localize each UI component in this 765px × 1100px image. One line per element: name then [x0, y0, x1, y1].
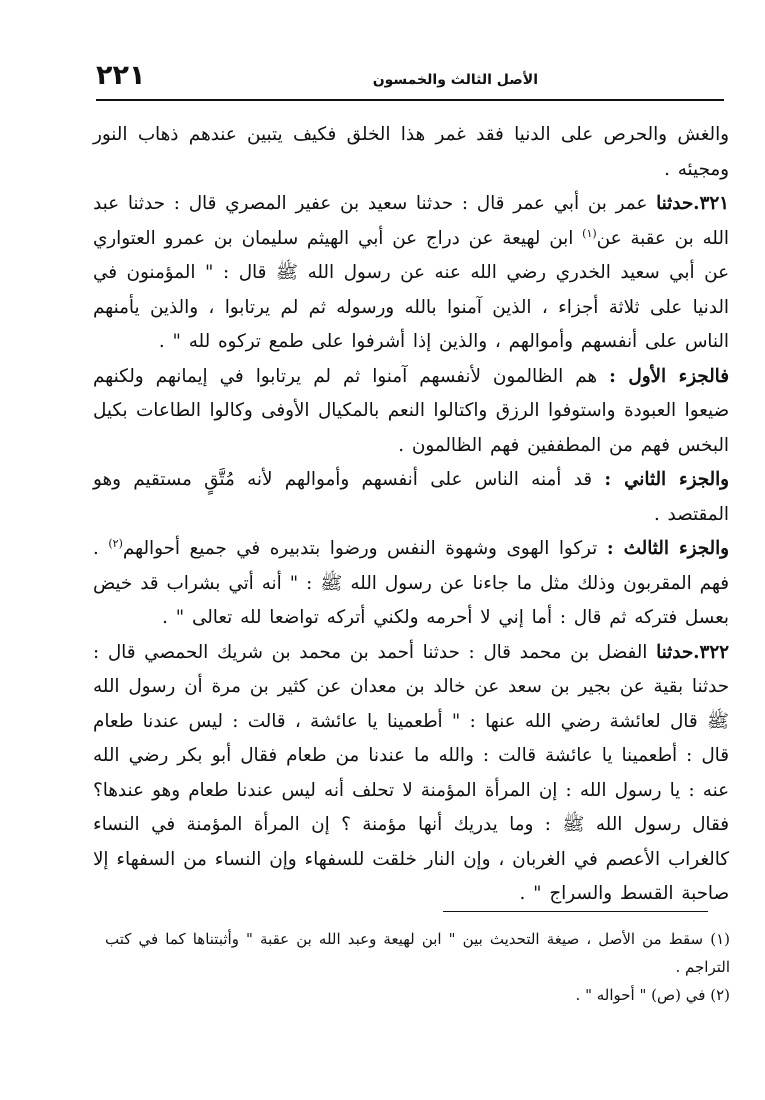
running-head [96, 58, 724, 98]
hadith-321 [93, 187, 729, 360]
footnote-2-mark: (٢) [710, 986, 730, 1004]
hadith-322-number: ٣٢٢. [693, 641, 729, 663]
part-1-label: فالجزء الأول : [609, 365, 729, 387]
part-3-text-a: تركوا الهوى وشهوة النفس ورضوا بتدبيره في جميع أحوالهم [122, 538, 598, 559]
hadith-321-number: ٣٢١. [693, 193, 729, 214]
footnote-1-mark: (١) [710, 930, 730, 948]
hadith-321-text-b: ابن لهيعة عن دراج عن أبي الهيثم سليمان بن عمرو العتواري عن أبي سعيد الخدري رضي الله عنه عن رسول الله ﷺ قال : " المؤمنون في الدنيا على ثلاثة أجزاء ، الذين آمنوا بالله ورسوله ثم لم يرتابوا ، والذين يأمنهم الناس على أنفسهم وأموالهم ، والذين إذا أشرفوا على طمع تركوه لله " . [93, 227, 729, 352]
part-2-label: والجزء الثاني : [604, 469, 730, 490]
chapter-title: الأصل الثالث والخمسون [372, 72, 538, 88]
footnotes [105, 925, 730, 1009]
footnote-ref-2: (٢) [108, 536, 123, 550]
footnote-1-text: سقط من الأصل ، صيغة التحديث بين " ابن لهيعة وعبد الله بن عقبة " وأثبتناها كما في كتب التراجم . [105, 930, 730, 976]
footnote-1 [105, 925, 730, 981]
footnote-2 [105, 981, 730, 1009]
hadith-322-haddathana: حدثنا [656, 641, 694, 663]
footnote-separator [443, 911, 708, 912]
part-3-paragraph [93, 532, 729, 636]
part-1-paragraph [93, 360, 729, 464]
part-2-paragraph [93, 463, 729, 532]
main-text [93, 118, 729, 912]
continuation-paragraph [93, 118, 729, 187]
header-rule [96, 99, 724, 101]
continuation-text: والغش والحرص على الدنيا فقد غمر هذا الخلق فكيف يتبين عندهم ذهاب النور ومجيئه . [93, 124, 729, 180]
footnote-ref-1: (١) [582, 226, 597, 240]
footnote-2-text: في (ص) " أحواله " . [575, 986, 706, 1004]
part-3-label: والجزء الثالث : [606, 538, 730, 559]
page-number: ٢٢١ [96, 60, 146, 91]
part-3-text-b: . فهم المقربون وذلك مثل ما جاءنا عن رسول الله ﷺ : " أنه أتي بشراب قد خيض بعسل فتركه ثم قال : أما إني لا أحرمه ولكني أتركه تواضعا لله تعالى " . [93, 538, 729, 628]
hadith-321-text-a: عمر بن أبي عمر قال : حدثنا سعيد بن عفير المصري قال : حدثنا عبد الله بن عقبة عن [93, 193, 729, 249]
hadith-321-haddathana: حدثنا [656, 193, 694, 214]
part-2-text: قد أمنه الناس على أنفسهم وأموالهم لأنه مُتَّقٍ مستقيم وهو المقتصد . [93, 469, 729, 525]
part-1-text: هم الظالمون لأنفسهم آمنوا ثم لم يرتابوا في إيمانهم ولكنهم ضيعوا العبودة واستوفوا الرزق واكتالوا النعم بالمكيال الأوفى وكالوا الطاعات بكيل البخس فهم من المطففين فهم الظالمون . [93, 365, 729, 456]
hadith-322-text: الفضل بن محمد قال : حدثنا أحمد بن محمد بن شريك الحمصي قال : حدثنا بقية عن بجير بن سعد عن خالد بن معدان عن كثير بن مرة أن رسول الله ﷺ قال لعائشة رضي الله عنها : " أطعمينا يا عائشة ، قالت : ليس عندنا طعام قال : أطعمينا يا عائشة قالت : والله ما عندنا من طعام فقال أبو بكر رضي الله عنه : يا رسول الله : إن المرأة المؤمنة لا تحلف أنه ليس عندنا طعام وهو عندها؟ فقال رسول الله ﷺ : وما يدريك أنها مؤمنة ؟ إن المرأة المؤمنة في النساء كالغراب الأعصم في الغربان ، وإن النار خلقت للسفهاء وإن النساء من السفهاء إلا صاحبة القسط والسراج " . [93, 641, 729, 904]
hadith-322 [93, 636, 729, 912]
